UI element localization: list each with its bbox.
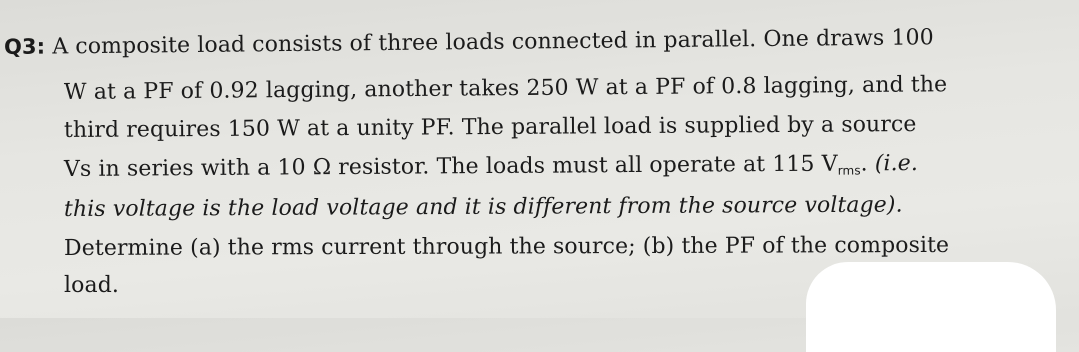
white-redaction-blob xyxy=(806,262,1056,352)
question-line-1 xyxy=(4,24,934,61)
question-number: Q3: xyxy=(3,34,46,59)
question-line-4 xyxy=(64,151,918,185)
question-line-7-text: load. xyxy=(64,273,119,298)
question-line-3 xyxy=(64,112,917,144)
question-line-2-text: W at a PF of 0.92 lagging, another takes 250 W at a PF of 0.8 lagging, and the xyxy=(63,72,948,105)
question-line-3-text: third requires 150 W at a unity PF. The parallel load is supplied by a source xyxy=(63,112,917,143)
question-line-2 xyxy=(64,72,947,106)
question-line-4-text: Vs in series with a 10 Ω resistor. The loads must all operate at 115 V xyxy=(63,151,838,182)
question-line-4-tail: . xyxy=(860,151,875,177)
question-line-6-text: Determine (a) the rms current through the source; (b) the PF of the composite xyxy=(63,232,950,261)
question-line-7 xyxy=(64,273,119,299)
rms-subscript: rms xyxy=(837,163,861,178)
question-line-4-ie: (i.e. xyxy=(874,151,919,177)
question-line-5 xyxy=(64,193,903,223)
question-line-5-text: this voltage is the load voltage and it is different from the source voltage). xyxy=(63,192,903,222)
question-line-6 xyxy=(64,233,949,262)
question-line-1-text: A composite load consists of three loads connected in parallel. One draws 100 xyxy=(52,25,934,60)
